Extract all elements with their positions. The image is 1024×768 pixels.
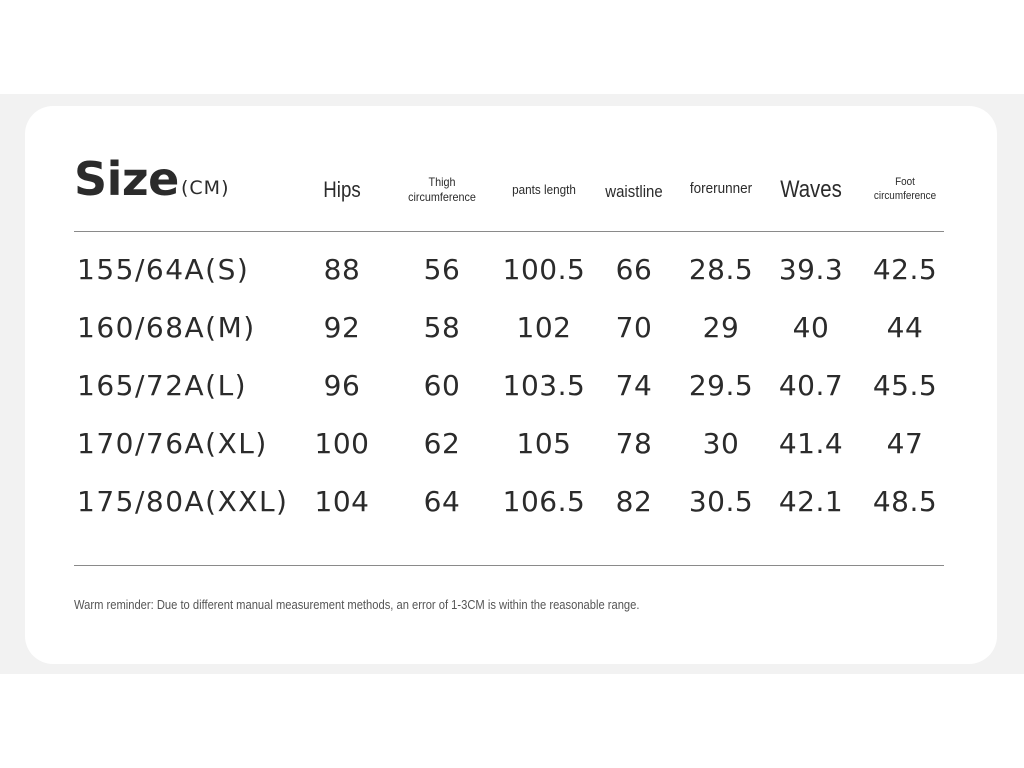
table-row — [0, 311, 1024, 351]
waves-value: 42.1 — [778, 485, 844, 518]
header-thigh-line1: Thigh — [428, 175, 456, 189]
header-waistline: waistline — [605, 182, 663, 201]
waves-value: 41.4 — [778, 427, 844, 460]
header-foot-line1: Foot — [895, 176, 915, 188]
header-hips: Hips — [323, 177, 361, 202]
hips-value: 96 — [323, 369, 361, 402]
foot-value: 48.5 — [872, 485, 938, 518]
header-pants-length: pants length — [512, 182, 576, 197]
forerunner-value: 29.5 — [688, 369, 754, 402]
foot-value: 44 — [886, 311, 924, 344]
header-waves: Waves — [780, 176, 842, 203]
header-foot-circumference — [874, 176, 936, 204]
table-row — [0, 369, 1024, 409]
hips-value: 104 — [314, 485, 370, 518]
forerunner-value: 30 — [702, 427, 740, 460]
header-thigh-circumference — [408, 175, 476, 205]
forerunner-value: 30.5 — [688, 485, 754, 518]
header-thigh-line2: circumference — [408, 190, 476, 204]
pants-length-value: 105 — [516, 427, 572, 460]
foot-value: 42.5 — [872, 253, 938, 286]
thigh-value: 56 — [423, 253, 461, 286]
thigh-value: 62 — [423, 427, 461, 460]
footer-divider — [74, 565, 944, 566]
waistline-value: 66 — [615, 253, 653, 286]
header-foot-line2: circumference — [873, 189, 937, 202]
hips-value: 92 — [323, 311, 361, 344]
header-forerunner: forerunner — [689, 180, 753, 197]
size-label: 155/64A(S) — [77, 253, 250, 286]
table-row — [0, 253, 1024, 293]
waistline-value: 74 — [615, 369, 653, 402]
size-label: 165/72A(L) — [77, 369, 248, 402]
pants-length-value: 102 — [516, 311, 572, 344]
waistline-value: 70 — [615, 311, 653, 344]
title-main: Size — [74, 152, 179, 206]
header-divider — [74, 231, 944, 232]
foot-value: 47 — [886, 427, 924, 460]
size-label: 160/68A(M) — [77, 311, 256, 344]
foot-value: 45.5 — [872, 369, 938, 402]
waves-value: 40 — [792, 311, 830, 344]
pants-length-value: 100.5 — [502, 253, 586, 286]
waves-value: 40.7 — [778, 369, 844, 402]
table-row — [0, 485, 1024, 525]
thigh-value: 60 — [423, 369, 461, 402]
size-label: 175/80A(XXL) — [77, 485, 289, 518]
pants-length-value: 106.5 — [502, 485, 586, 518]
size-label: 170/76A(XL) — [77, 427, 268, 460]
warm-reminder-note: Warm reminder: Due to different manual measurement methods, an error of 1-3CM is within the reasonable range. — [74, 597, 640, 612]
hips-value: 100 — [314, 427, 370, 460]
hips-value: 88 — [323, 253, 361, 286]
thigh-value: 58 — [423, 311, 461, 344]
pants-length-value: 103.5 — [502, 369, 586, 402]
table-row — [0, 427, 1024, 467]
thigh-value: 64 — [423, 485, 461, 518]
waistline-value: 78 — [615, 427, 653, 460]
title-unit: (CM) — [181, 177, 230, 199]
waistline-value: 82 — [615, 485, 653, 518]
forerunner-value: 28.5 — [688, 253, 754, 286]
waves-value: 39.3 — [778, 253, 844, 286]
forerunner-value: 29 — [702, 311, 740, 344]
